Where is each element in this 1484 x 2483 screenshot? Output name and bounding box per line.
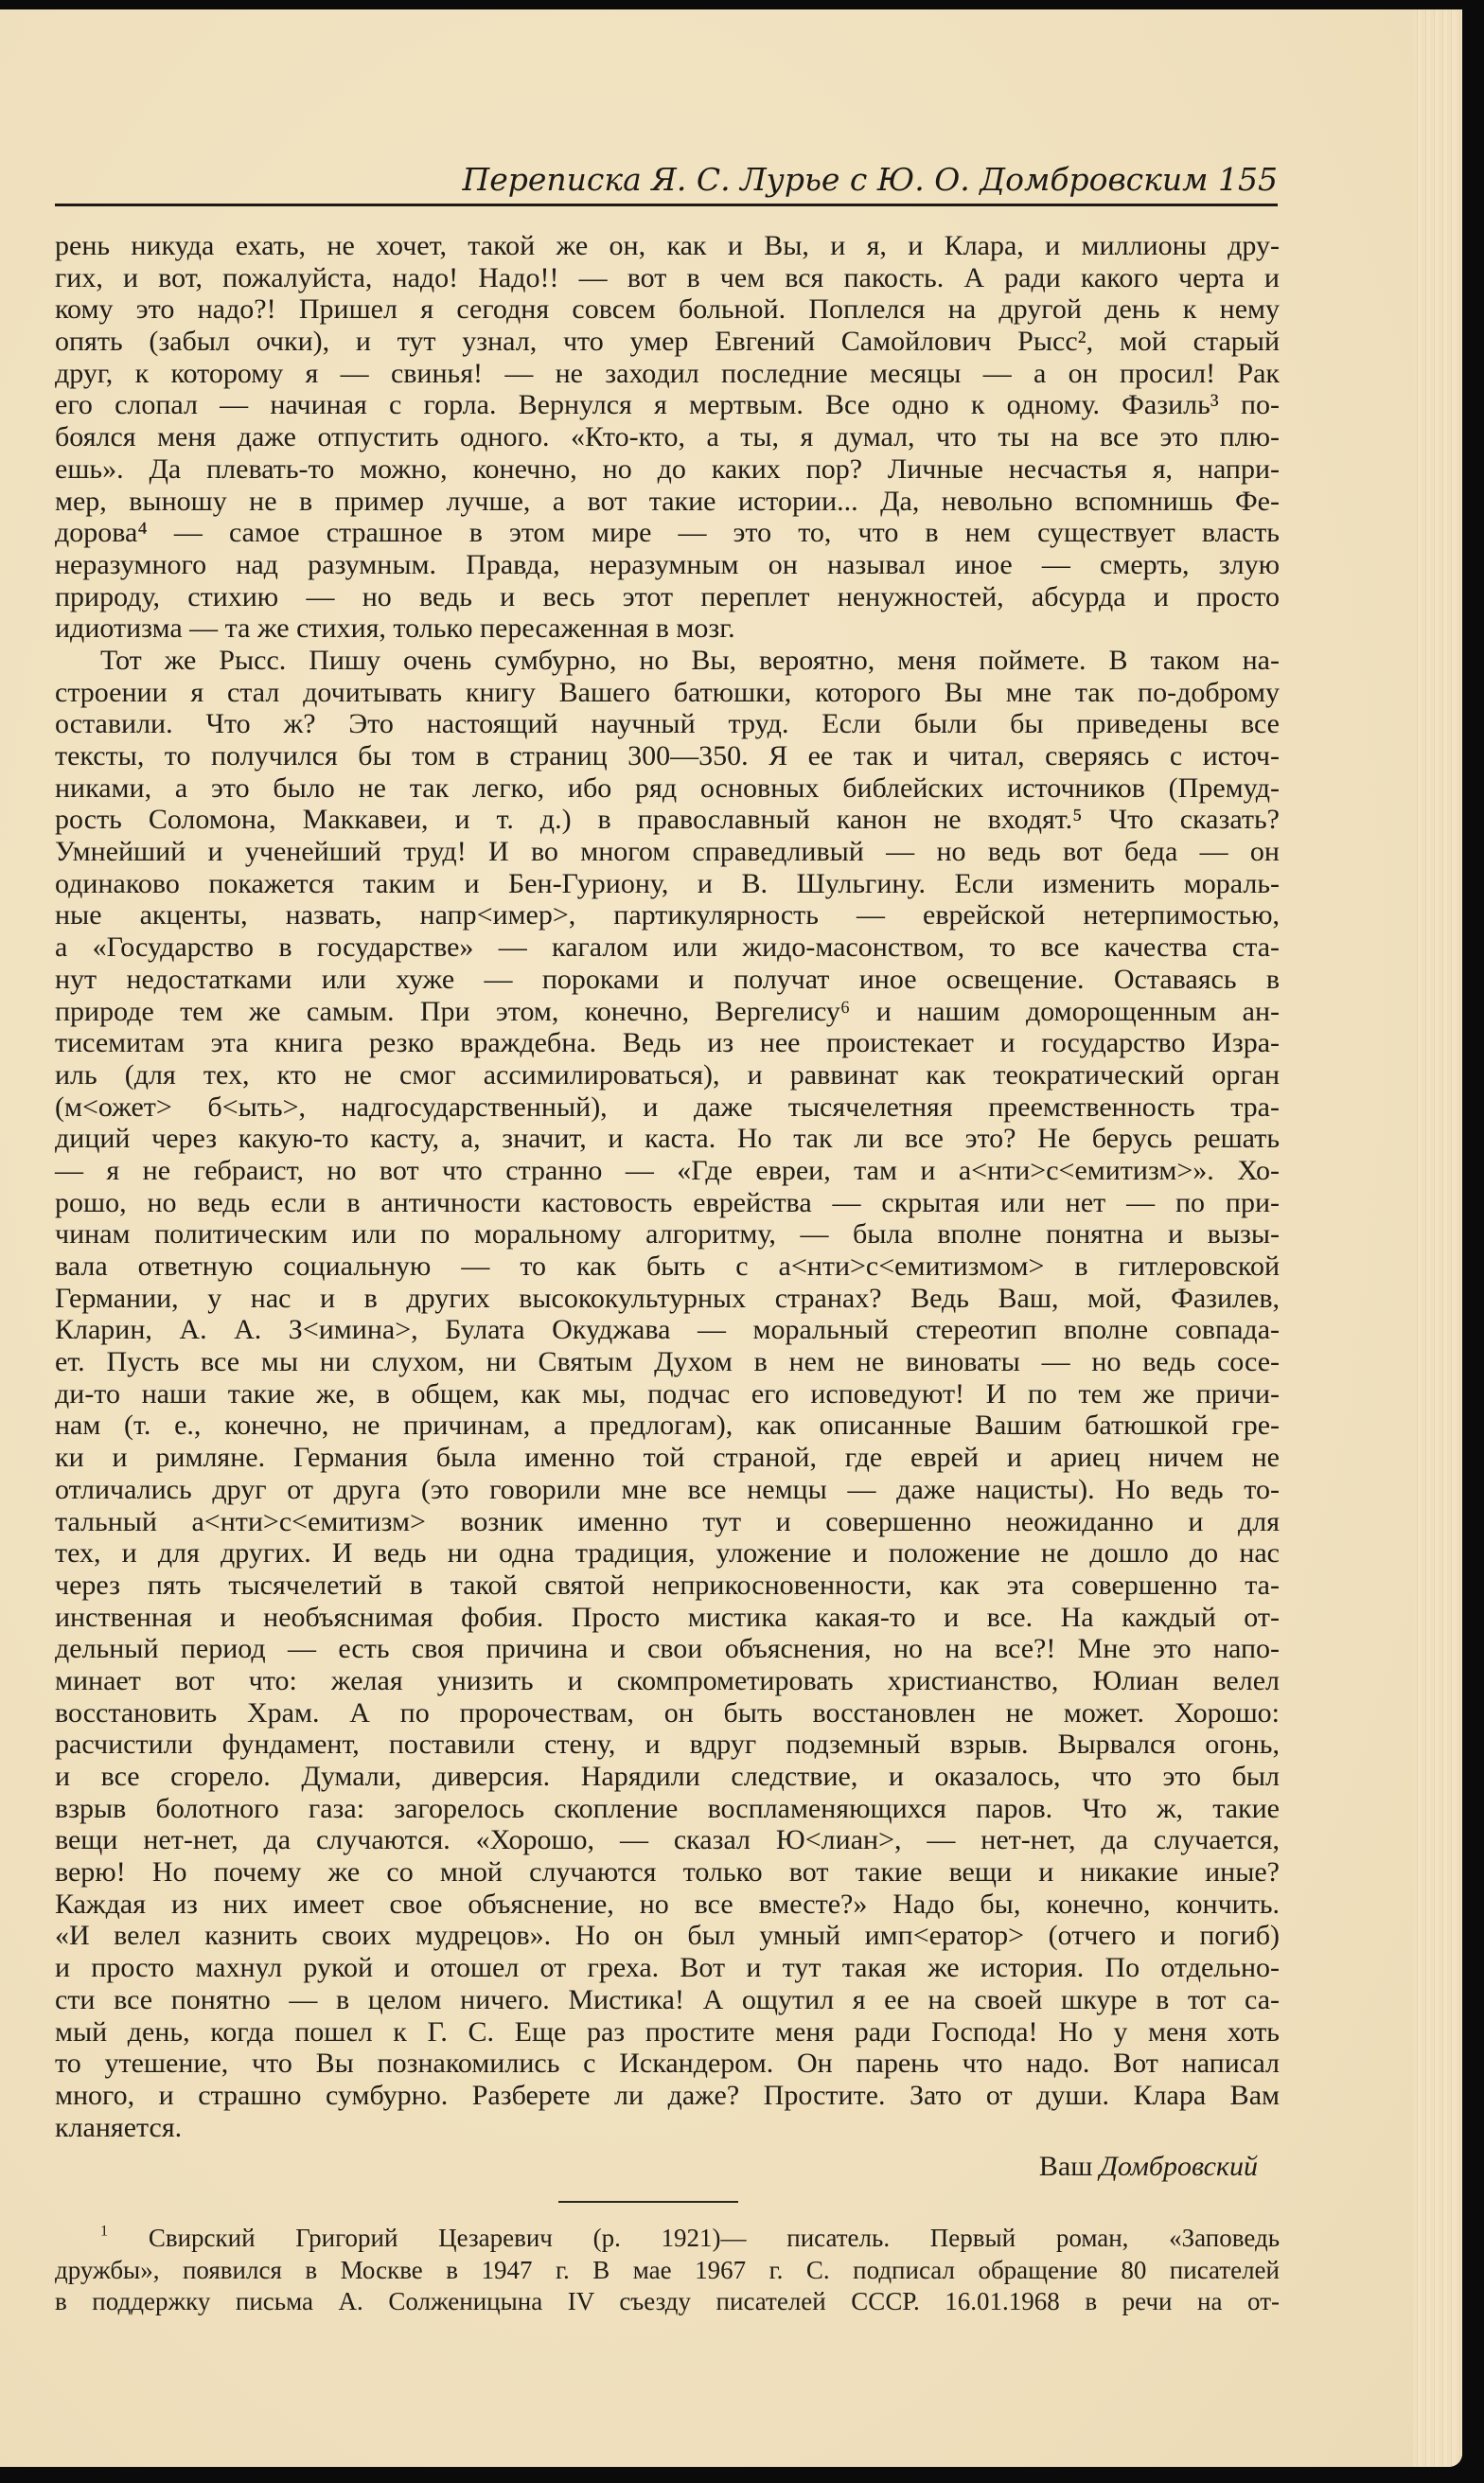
text-line: дорова⁴ — самое страшное в этом мире — это то, что в нем существует власть [55, 517, 1280, 549]
text-line: опять (забыл очки), и тут узнал, что умер Евгений Самойлович Рысс², мой старый [55, 326, 1280, 358]
paragraph [55, 645, 1280, 2143]
text-line: чинам политическим или по моральному алгоритму, — была вполне понятна и вызы- [55, 1218, 1280, 1250]
text-line: сти все понятно — в целом ничего. Мистика! А ощутил я ее на своей шкуре в тот са- [55, 1983, 1280, 2015]
text-line: ки и римляне. Германия была именно той страной, где еврей и ариец ничем не [55, 1442, 1280, 1474]
text-line: дельный период — есть своя причина и свои объяснения, но на все?! Мне это напо- [55, 1633, 1280, 1665]
text-line: расчистили фундамент, поставили стену, и вдруг подземный взрыв. Вырвался огонь, [55, 1729, 1280, 1761]
paragraph [55, 230, 1280, 645]
footnote-marker: 1 [100, 2222, 109, 2240]
text-line: и все сгорело. Думали, диверсия. Нарядили следствие, и оказалось, что это был [55, 1761, 1280, 1792]
text-line: Умнейший и ученейший труд! И во многом справедливый — но ведь вот беда — он [55, 836, 1280, 868]
signature-prefix: Ваш [1038, 2151, 1093, 2182]
footnote-line: в поддержку письма А. Солженицына IV съезду писателей СССР. 16.01.1968 в речи на от- [55, 2287, 1280, 2316]
text-line: рость Соломона, Маккавеи, и т. д.) в православный канон не входят.⁵ Что сказать? [55, 804, 1280, 836]
text-line: Германии, у нас и в других высококультурных странах? Ведь Ваш, мой, Фазилев, [55, 1282, 1280, 1314]
text-line: инственная и необъяснимая фобия. Просто мистика какая-то и все. На каждый от- [55, 1601, 1280, 1633]
text-line: восстановить Храм. А по пророчествам, он быть восстановлен не может. Хорошо: [55, 1696, 1280, 1729]
text-line: кому это надо?! Пришел я сегодня совсем больной. Поплелся на другой день к нему [55, 293, 1280, 326]
text-line: верю! Но почему же со мной случаются только вот такие вещи и никакие иные? [55, 1856, 1280, 1889]
text-line: минает вот что: желая унизить и скомпрометировать христианство, Юлиан велел [55, 1664, 1280, 1696]
text-line: ди-то наши такие же, в общем, как мы, подчас его исповедуют! И по тем же причи- [55, 1377, 1280, 1410]
text-line: тисемитам эта книга резко враждебна. Ведь из нее проистекает и государство Изра- [55, 1027, 1280, 1059]
text-line: нут недостатками или хуже — пороками и получат иное освещение. Оставаясь в [55, 963, 1280, 995]
page-number: 155 [1218, 161, 1278, 198]
text-line: иль (для тех, кто не смог ассимилироваться), и раввинат как теократический орган [55, 1058, 1280, 1091]
signature-name: Домбровский [1099, 2151, 1258, 2182]
text-line: диций через какую-то касту, а, значит, и каста. Но так ли все это? Не берусь решать [55, 1123, 1280, 1155]
book-page [0, 9, 1462, 2467]
footnote-line: дружбы», появился в Москве в 1947 г. В мае 1967 г. С. подписал обращение 80 писателей [55, 2255, 1280, 2284]
text-line: много, и страшно сумбурно. Разберете ли даже? Простите. Зато от души. Клара Вам [55, 2079, 1280, 2111]
page-stack-edge [1413, 9, 1462, 2467]
text-line: природе тем же самым. При этом, конечно, Вергелису⁶ и нашим доморощенным ан- [55, 995, 1280, 1027]
text-line: тексты, то получился бы том в страниц 300—350. Я ее так и читал, сверяясь с источ- [55, 740, 1280, 772]
text-line: Тот же Рысс. Пишу очень сумбурно, но Вы, вероятно, меня поймете. В таком на- [100, 644, 1280, 676]
text-line: ешь». Да плевать-то можно, конечно, но до каких пор? Личные несчастья я, напри- [55, 452, 1280, 485]
text-line: (м<ожет> б<ыть>, надгосударственный), и даже тысячелетняя преемственность тра- [55, 1091, 1280, 1123]
text-line: рень никуда ехать, не хочет, такой же он, как и Вы, и я, и Клара, и миллионы дру- [55, 230, 1280, 261]
text-line: одинаково покажется таким и Бен-Гуриону, и В. Шульгину. Если изменить мораль- [55, 867, 1280, 899]
text-line: природу, стихию — но ведь и весь этот переплет ненужностей, абсурда и просто [55, 580, 1280, 612]
text-line: тех, и для других. И ведь ни одна традиция, уложение и положение не дошло до нас [55, 1537, 1280, 1570]
text-line: вала ответную социальную — то как быть с а<нти>с<емитизмом> в гитлеровской [55, 1250, 1280, 1282]
header-rule [55, 204, 1278, 206]
text-line: Каждая из них имеет свое объяснение, но все вместе?» Надо бы, конечно, кончить. [55, 1888, 1280, 1920]
letter-body [55, 230, 1280, 2143]
running-title: Переписка Я. С. Лурье с Ю. О. Домбровским [462, 161, 1209, 198]
text-line: неразумного над разумным. Правда, неразумным он называл иное — смерть, злую [55, 548, 1280, 580]
text-line: взрыв болотного газа: загорелось скопление воспламеняющихся паров. Что ж, такие [55, 1792, 1280, 1824]
text-line: ет. Пусть все мы ни слухом, ни Святым Духом в нем не виноваты — но ведь сосе- [55, 1346, 1280, 1378]
text-line: нам (т. е., конечно, не причинам, а предлогам), как описанные Вашим батюшкой гре- [55, 1410, 1280, 1442]
text-line: а «Государство в государстве» — кагалом или жидо-масонством, то все качества ста- [55, 931, 1280, 964]
text-line: друг, к которому я — свинья! — не заходил последние месяцы — а он просил! Рак [55, 357, 1280, 389]
text-line: через пять тысячелетий в такой святой неприкосновенности, как эта совершенно та- [55, 1569, 1280, 1601]
footnote-line [55, 2223, 1280, 2255]
text-line: оставили. Что ж? Это настоящий научный труд. Если были бы приведены все [55, 708, 1280, 740]
text-line: — я не гебраист, но вот что странно — «Где евреи, там и а<нти>с<емитизм>». Хо- [55, 1154, 1280, 1186]
text-line: вещи нет-нет, да случаются. «Хорошо, — сказал Ю<лиан>, — нет-нет, да случается, [55, 1824, 1280, 1856]
footnotes [55, 2223, 1280, 2318]
text-line: то утешение, что Вы познакомились с Искандером. Он парень что надо. Вот написал [55, 2048, 1280, 2080]
text-line: ные акценты, назвать, напр<имер>, партикулярность — еврейской нетерпимостью, [55, 899, 1280, 931]
text-line: отличались друг от друга (это говорили мне все немцы — даже нацисты). Но ведь то- [55, 1473, 1280, 1505]
running-header [55, 161, 1278, 199]
text-line: рошо, но ведь если в античности кастовость еврейства — скрытая или нет — по при- [55, 1186, 1280, 1218]
text-line: Кларин, А. А. З<имина>, Булата Окуджава — моральный стереотип вполне совпада- [55, 1314, 1280, 1346]
signature [1039, 2151, 1258, 2183]
text-line: никами, а это было не так легко, ибо ряд основных библейских источников (Премуд- [55, 772, 1280, 804]
footnote-separator [558, 2201, 738, 2203]
footnote-text: Свирский Григорий Цезаревич (р. 1921)— писатель. Первый роман, «Заповедь [148, 2224, 1281, 2252]
text-line: мый день, когда пошел к Г. С. Еще раз простите меня ради Господа! Но у меня хоть [55, 2015, 1280, 2048]
text-line: мер, выношу не в пример лучше, а вот такие истории... Да, невольно вспомнишь Фе- [55, 485, 1280, 517]
text-line: гих, и вот, пожалуйста, надо! Надо!! — вот в чем вся пакость. А ради какого черта и [55, 261, 1280, 293]
text-line: его слопал — начиная с горла. Вернулся я мертвым. Все одно к одному. Фазиль³ по- [55, 389, 1280, 421]
footnote [55, 2223, 1280, 2318]
text-line: строении я стал дочитывать книгу Вашего батюшки, которого Вы мне так по-доброму [55, 676, 1280, 708]
text-line: и просто махнул рукой и отошел от греха. Вот и тут такая же история. По отдельно- [55, 1952, 1280, 1984]
text-line: «И велел казнить своих мудрецов». Но он был умный имп<ератор> (отчего и погиб) [55, 1920, 1280, 1952]
text-line: тальный а<нти>с<емитизм> возник именно тут и совершенно неожиданно и для [55, 1505, 1280, 1537]
text-line: боялся меня даже отпустить одного. «Кто-кто, а ты, я думал, что ты на все это плю- [55, 421, 1280, 453]
text-line: кланяется. [55, 2111, 183, 2143]
text-line: идиотизма — та же стихия, только пересаженная в мозг. [55, 612, 735, 645]
